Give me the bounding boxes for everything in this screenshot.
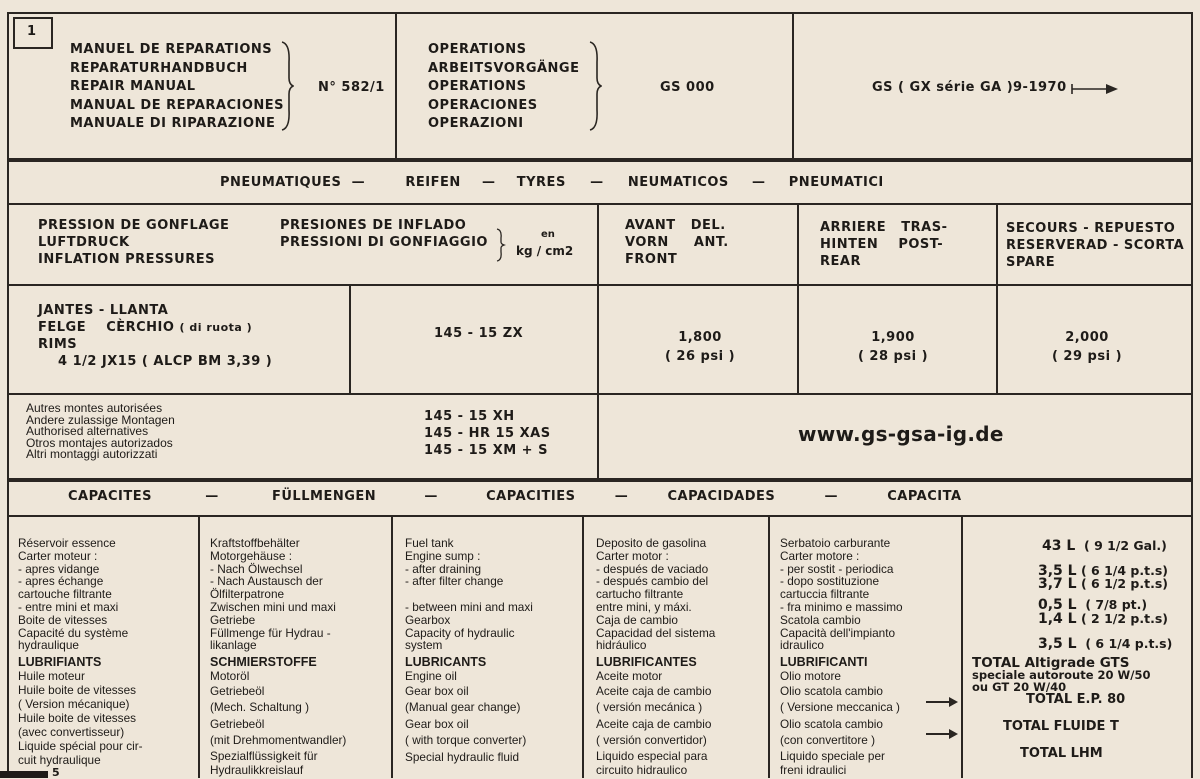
capacity-value: 3,5 L ( 6 1/4 p.t.s) [1038, 563, 1168, 579]
lubricant-gearbox-oil: TOTAL E.P. 80 [1026, 692, 1126, 707]
arrow-right-icon [926, 701, 956, 703]
capacities-col-it: Serbatoio carburante Carter motore : - per sostit - periodica - dopo sostituzione cartuccia filtrante - fra minimo e massimo Scatola cambio Capacità dell'impianto idraulico LUBRIFICANTI Olio motore Olio scatola cambio ( Versione meccanica ) Olio scatola cambio (con convertitore ) Liquido speciale per freni idraulici [780, 536, 903, 777]
capacity-value: 1,4 L ( 2 1/2 p.t.s) [1038, 611, 1168, 627]
unit-label: kg / cm2 [516, 244, 574, 258]
capacities-divider [768, 515, 770, 778]
tyres-heading: PNEUMATIQUES — REIFEN — TYRES — NEUMATICOS — PNEUMATICI [220, 175, 884, 190]
rear-pressure: 1,900 ( 28 psi ) [857, 330, 929, 364]
arrow-right-icon [1070, 81, 1120, 97]
capacities-divider [198, 515, 200, 778]
front-pressure: 1,800 ( 26 psi ) [664, 330, 736, 364]
rims-label: JANTES - LLANTA FELGE CÈRCHIO ( di ruota ) RIMS 4 1/2 JX15 ( ALCP BM 3,39 ) [38, 303, 273, 369]
tyres-rule [7, 284, 1193, 286]
front-label: AVANT DEL. VORN ANT. FRONT [625, 218, 729, 267]
brace-icon [588, 40, 602, 132]
header-divider [395, 12, 397, 160]
tyres-divider [797, 203, 799, 393]
tyres-rule [7, 203, 1193, 205]
tyres-divider [597, 203, 599, 479]
alternatives-label: Autres montes autorisées Andere zulassige Montagen Authorised alternatives Otros montajes autorizados Altri montaggi autorizzati [26, 401, 175, 461]
spare-label: SECOURS - REPUESTO RESERVERAD - SCORTA SPARE [1006, 221, 1185, 270]
lubricant-converter-fluid: TOTAL FLUIDE T [1003, 719, 1119, 734]
capacities-col-es: Deposito de gasolina Carter motor : - después de vaciado - después cambio del cartucho filtrante entre mini, y máxi. Caja de cambio Capacidad del sistema hidráulico LUBRIFICANTES Aceite motor Aceite caja de cambio ( versión mecánica ) Aceite caja de cambio ( versión convertidor) Liquido especial para circuito hidraulico [596, 536, 716, 777]
alternative-sizes: 145 - 15 XH 145 - HR 15 XAS 145 - 15 XM + S [424, 409, 551, 458]
capacities-heading: CAPACITES — FÜLLMENGEN — CAPACITIES — CAPACIDADES — CAPACITA [68, 489, 962, 504]
capacities-divider [391, 515, 393, 778]
website-watermark: www.gs-gsa-ig.de [798, 422, 1004, 446]
header-divider [792, 12, 794, 160]
capacities-col-de: Kraftstoffbehälter Motorgehäuse : - Nach Ölwechsel - Nach Austausch der Ölfilterpatrone Zwischen mini und maxi Getriebe Füllmenge für Hydrau - likanlage SCHMIERSTOFFE Motoröl Getriebeöl (Mech. Schaltung ) Getriebeöl (mit Drehmomentwandler) Spezialflüssigkeit für Hydraulikkreislauf [210, 536, 347, 777]
unit-en: en [541, 229, 555, 240]
date-label: 9-1970 [1013, 80, 1067, 95]
capacity-value: 3,7 L ( 6 1/2 p.t.s) [1038, 576, 1168, 592]
operation-code: GS 000 [660, 80, 715, 95]
tyres-rule [7, 393, 1193, 395]
brace-icon [280, 40, 294, 132]
arrow-right-icon [926, 733, 956, 735]
rear-label: ARRIERE TRAS- HINTEN POST- REAR [820, 220, 948, 269]
page-marker: 5 [52, 766, 60, 779]
tyre-size: 145 - 15 ZX [434, 326, 524, 341]
page-marker-bar [0, 771, 48, 778]
brace-icon [496, 228, 506, 262]
capacity-value: 0,5 L ( 7/8 pt.) [1038, 597, 1148, 613]
capacities-col-fr: Réservoir essence Carter moteur : - apres vidange - apres échange cartouche filtrante - entre mini et maxi Boite de vitesses Capacité du système hydraulique LUBRIFIANTS Huile moteur Huile boite de vitesses ( Version mécanique) Huile boite de vitesses (avec convertisseur) Liquide spécial pour cir- cuit hydraulique [18, 536, 143, 767]
lubricant-hydraulic-fluid: TOTAL LHM [1020, 746, 1103, 761]
tyres-divider [996, 203, 998, 393]
capacities-divider [582, 515, 584, 778]
pressure-label-left: PRESSION DE GONFLAGE LUFTDRUCK INFLATION PRESSURES [38, 218, 230, 267]
tyres-divider [349, 284, 351, 393]
capacity-value: 43 L ( 9 1/2 Gal.) [1042, 538, 1167, 554]
lubricant-engine-oil: TOTAL Altigrade GTS speciale autoroute 20 W/50 ou GT 20 W/40 [972, 655, 1151, 694]
capacities-rule [7, 515, 1193, 517]
model-label: GS ( GX série GA ) [872, 80, 1014, 95]
capacities-col-en: Fuel tank Engine sump : - after draining - after filter change - between mini and maxi Gearbox Capacity of hydraulic system LUBRICANTS Engine oil Gear box oil (Manual gear change) Gear box oil ( with torque converter) Special hydraulic fluid [405, 536, 533, 764]
operation-titles: OPERATIONS ARBEITSVORGÄNGE OPERATIONS OPERACIONES OPERAZIONI [428, 42, 580, 131]
capacity-value: 3,5 L ( 6 1/4 p.t.s) [1038, 636, 1173, 652]
manual-titles: MANUEL DE REPARATIONS REPARATURHANDBUCH REPAIR MANUAL MANUAL DE REPARACIONES MANUALE DI RIPARAZIONE [70, 42, 285, 131]
pressure-label-right: PRESIONES DE INFLADO PRESSIONI DI GONFIAGGIO [280, 218, 488, 250]
page-number: 1 [27, 24, 37, 39]
spare-pressure: 2,000 ( 29 psi ) [1051, 330, 1123, 364]
capacities-divider [961, 515, 963, 778]
manual-number: N° 582/1 [318, 80, 385, 95]
